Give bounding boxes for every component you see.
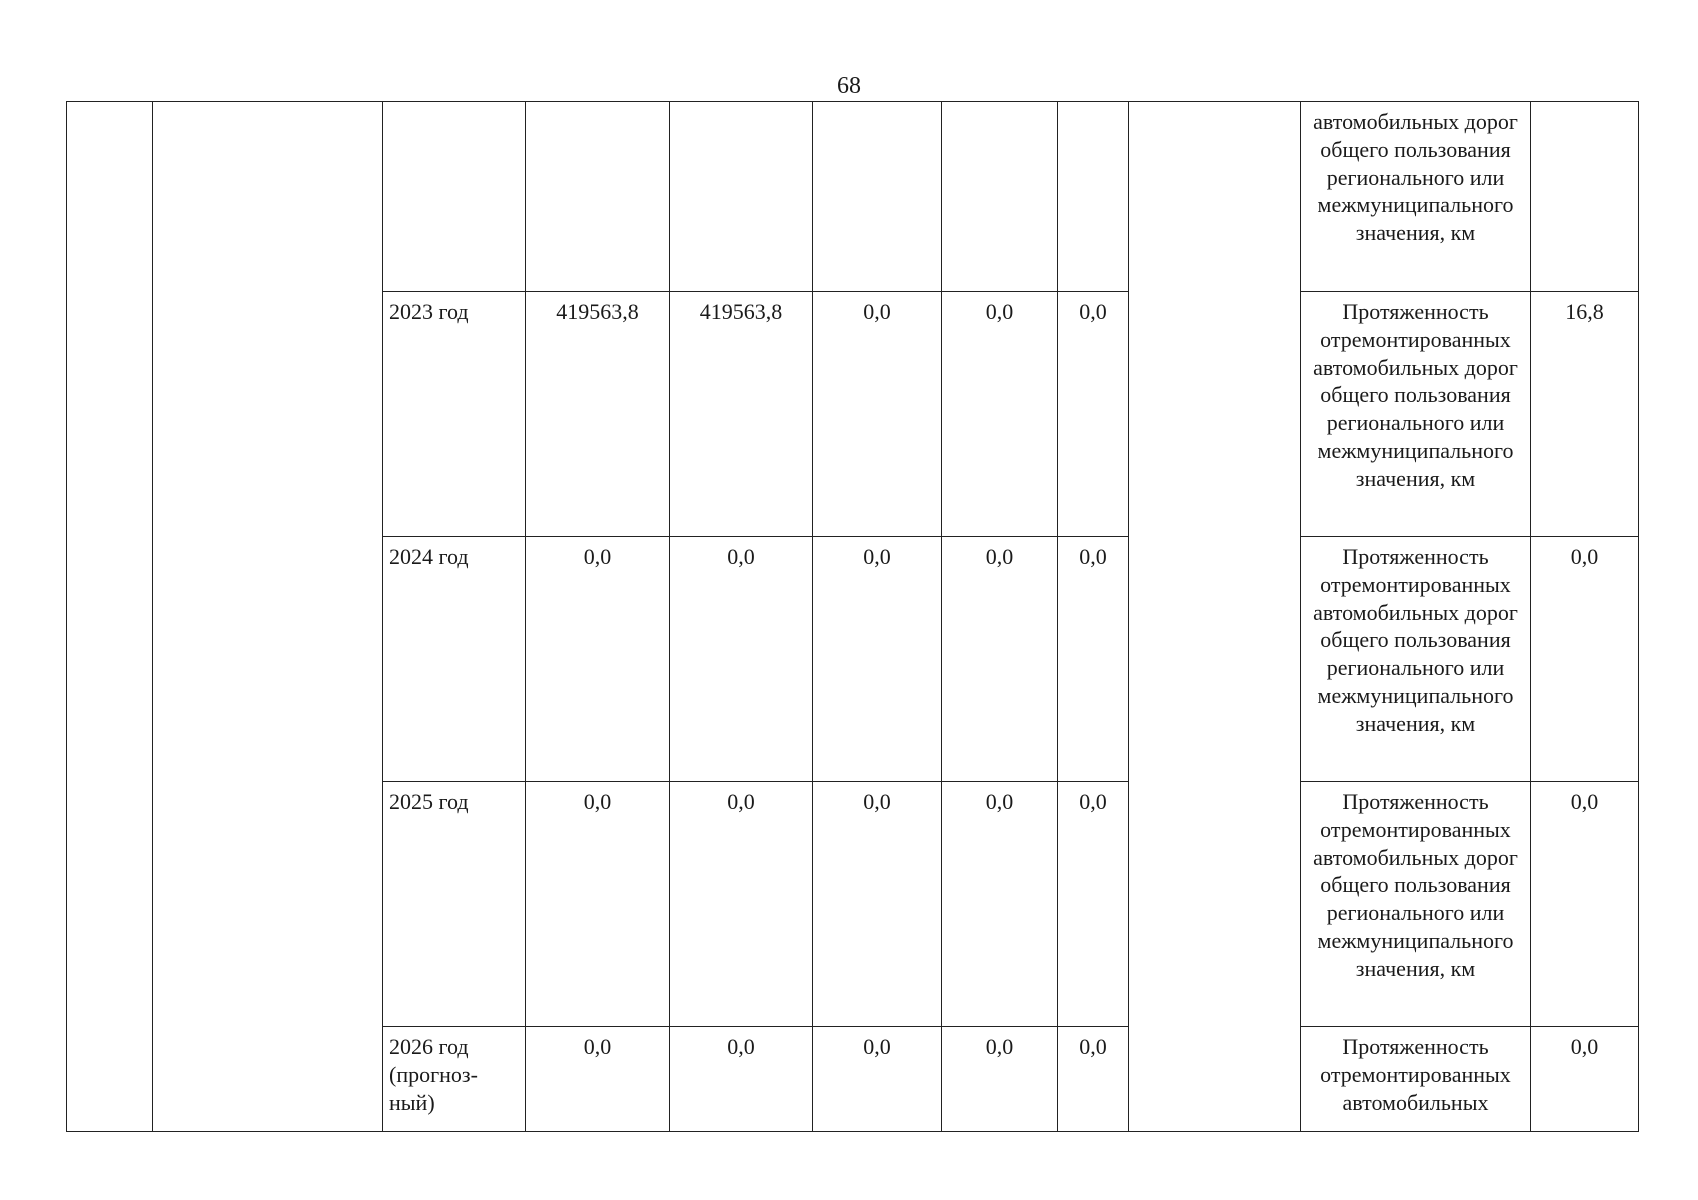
target-cell	[1531, 102, 1639, 292]
target-cell: 0,0	[1531, 1027, 1639, 1132]
value-cell: 0,0	[1058, 782, 1129, 1027]
value-cell: 0,0	[526, 1027, 670, 1132]
budget-table	[66, 101, 1639, 1132]
value-cell	[670, 102, 813, 292]
value-cell: 0,0	[526, 782, 670, 1027]
value-cell: 0,0	[813, 1027, 942, 1132]
target-cell: 16,8	[1531, 292, 1639, 537]
value-cell: 0,0	[942, 782, 1058, 1027]
value-cell: 0,0	[942, 292, 1058, 537]
year-cell: 2026 год (прогноз-ный)	[383, 1027, 526, 1132]
value-cell: 0,0	[1058, 1027, 1129, 1132]
value-cell: 0,0	[942, 537, 1058, 782]
value-cell	[1058, 102, 1129, 292]
value-cell: 0,0	[526, 537, 670, 782]
year-cell	[383, 102, 526, 292]
value-cell	[942, 102, 1058, 292]
value-cell: 0,0	[813, 782, 942, 1027]
value-cell: 0,0	[1058, 292, 1129, 537]
value-cell: 0,0	[670, 1027, 813, 1132]
target-cell: 0,0	[1531, 537, 1639, 782]
year-cell: 2024 год	[383, 537, 526, 782]
value-cell: 0,0	[813, 292, 942, 537]
value-cell	[813, 102, 942, 292]
measure-name-cell	[153, 102, 383, 1132]
value-cell: 0,0	[1058, 537, 1129, 782]
indicator-cell: автомобильных дорог общего пользования регионального или межмуниципального значения, км	[1301, 102, 1531, 292]
indicator-cell: Протяженность отремонтированных автомобильных дорог общего пользования регионального или межмуниципального значения, км	[1301, 292, 1531, 537]
value-cell	[526, 102, 670, 292]
value-cell: 419563,8	[670, 292, 813, 537]
number-cell	[67, 102, 153, 1132]
indicator-cell: Протяженность отремонтированных автомобильных дорог общего пользования регионального или межмуниципального значения, км	[1301, 537, 1531, 782]
value-cell: 419563,8	[526, 292, 670, 537]
page-number: 68	[837, 73, 861, 99]
indicator-cell: Протяженность отремонтированных автомобильных	[1301, 1027, 1531, 1132]
value-cell: 0,0	[942, 1027, 1058, 1132]
value-cell: 0,0	[813, 537, 942, 782]
value-cell: 0,0	[670, 537, 813, 782]
executor-cell	[1129, 102, 1301, 1132]
indicator-cell: Протяженность отремонтированных автомобильных дорог общего пользования регионального или межмуниципального значения, км	[1301, 782, 1531, 1027]
target-cell: 0,0	[1531, 782, 1639, 1027]
year-cell: 2023 год	[383, 292, 526, 537]
year-cell: 2025 год	[383, 782, 526, 1027]
value-cell: 0,0	[670, 782, 813, 1027]
table-row-continuation	[67, 102, 1639, 292]
